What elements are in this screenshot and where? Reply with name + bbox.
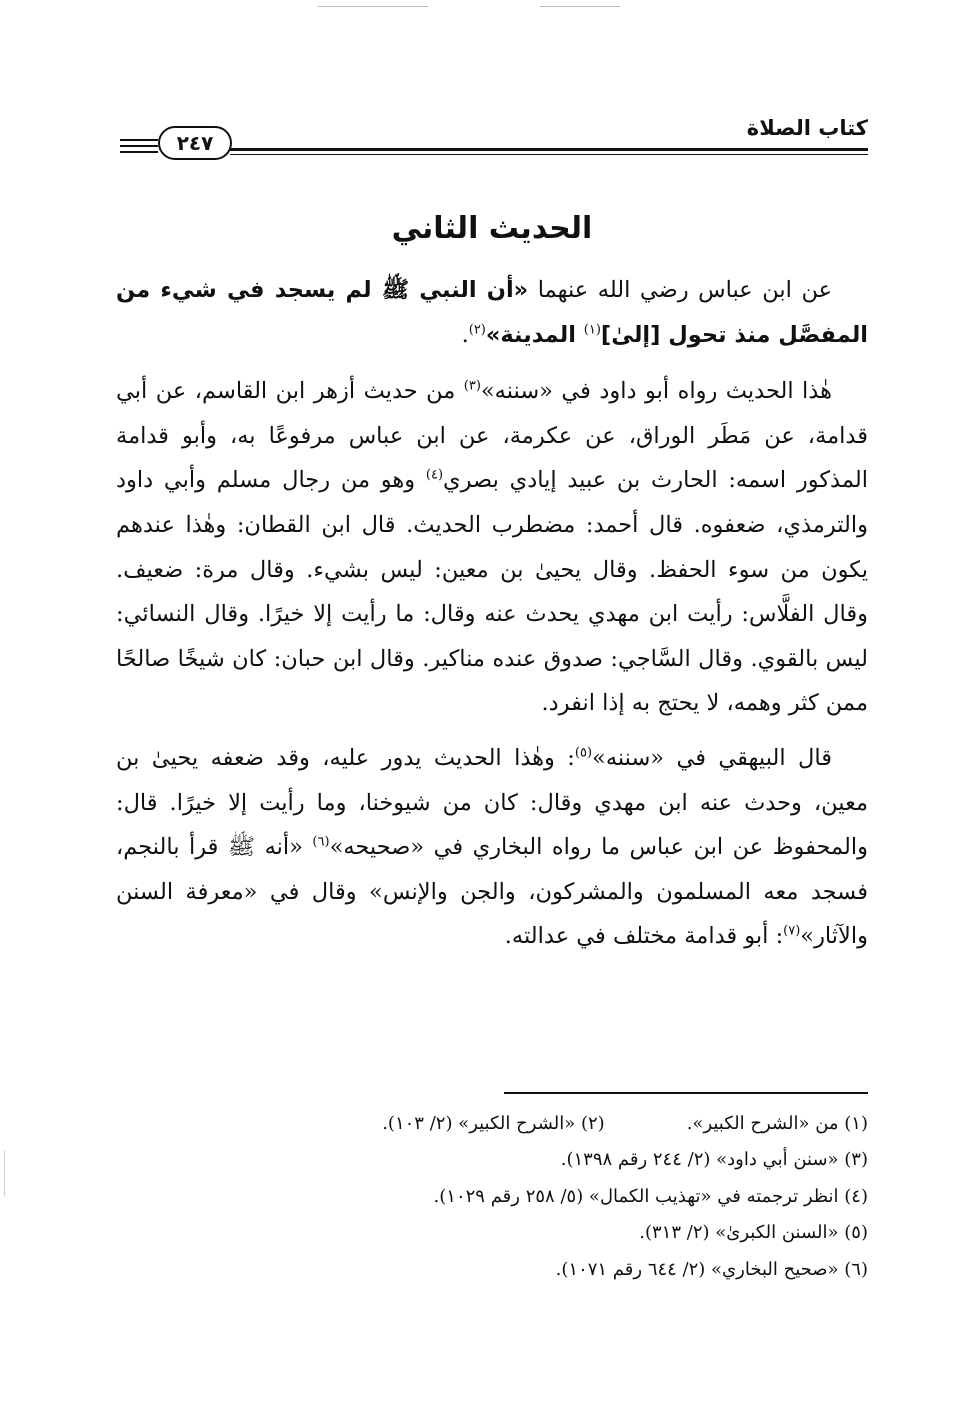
text-run: عن ابن عباس رضي الله عنهما: [528, 277, 832, 303]
footnote-ref: (٧): [783, 923, 801, 939]
footnote-separator: [504, 1092, 868, 1094]
footnote: (٢) «الشرح الكبير» (٢/ ١٠٣).: [382, 1113, 605, 1134]
header-rule: [230, 154, 868, 155]
header-rule: [120, 139, 158, 141]
text-run: وهو من رجال مسلم وأبي داود والترمذي، ضعفوه. قال أحمد: مضطرب الحديث. قال ابن القطان: وهٰذا عندهم يكون من سوء الحفظ. وقال يحيىٰ بن معين: ليس بشيء. وقال مرة: ضعيف. وقال الفلَّاس: رأيت ابن مهدي يحدث عنه وقال: ما رأيت إلا خيرًا. وقال النسائي: ليس بالقوي. وقال السَّاجي: صدوق عنده مناكير. وقال ابن حبان: كان شيخًا صالحًا ممن كثر وهمه، لا يحتج به إذا انفرد.: [116, 467, 868, 717]
footnote-ref: (٥): [574, 745, 593, 761]
footnote: (٤) انظر ترجمته في «تهذيب الكمال» (٥/ ٢٥٨ رقم ١٠٢٩).: [433, 1185, 868, 1207]
header-rule: [120, 145, 158, 147]
text-run: هٰذا الحديث رواه أبو داود في «سننه»: [480, 378, 832, 405]
footnote-row: [116, 1142, 868, 1178]
header-rule: [120, 151, 158, 153]
footnote-row: [116, 1106, 868, 1142]
hadith-quote: «أن النبي ﷺ لم يسجد في شيء من المفصَّل منذ تحول [إلىٰ]: [116, 277, 868, 348]
text-run: : وهٰذا الحديث يدور عليه، وقد ضعفه يحيىٰ بن معين، وحدث عنه ابن مهدي وقال: كان من شيوخنا، وما رأيت إلا خيرًا. قال: والمحفوظ عن ابن عباس ما رواه البخاري في «صحيحه»: [116, 744, 868, 861]
footnote-row: [116, 1252, 868, 1288]
footnotes: [116, 1106, 868, 1288]
footnote-ref: (٦): [312, 834, 330, 850]
footnote: (٥) «السنن الكبرىٰ» (٢/ ٣١٣).: [639, 1222, 868, 1244]
page-header: [120, 112, 868, 164]
footnote: (٦) «صحيح البخاري» (٢/ ٦٤٤ رقم ١٠٧١).: [555, 1258, 868, 1280]
main-text: [116, 196, 868, 959]
section-title: الحديث الثاني: [391, 211, 593, 246]
scan-mark: [540, 6, 620, 7]
scan-mark: [4, 1150, 5, 1196]
footnote: (٣) «سنن أبي داود» (٢/ ٢٤٤ رقم ١٣٩٨).: [560, 1149, 868, 1171]
hadith-quote: المدينة»: [485, 321, 584, 348]
footnote-ref: (١): [583, 322, 601, 338]
text-run: من حديث أزهر ابن القاسم، عن أبي قدامة، عن مَطَر الوراق، عن عكرمة، عن ابن عباس مرفوعًا به، وأبو قدامة المذكور اسمه: الحارث بن عبيد إيادي بصري: [116, 378, 868, 494]
text-run: قال البيهقي في «سننه»: [592, 744, 832, 771]
running-title: كتاب الصلاة: [746, 116, 868, 140]
footnote-ref: (٢): [468, 322, 486, 338]
footnote-ref: (٤): [425, 467, 444, 483]
footnote: (١) من «الشرح الكبير».: [686, 1113, 868, 1134]
hadith-text: [116, 268, 868, 357]
header-rule: [230, 148, 868, 151]
text-run: : أبو قدامة مختلف في عدالته.: [504, 923, 784, 950]
footnote-row: [116, 1215, 868, 1251]
footnote-ref: (٣): [463, 378, 481, 394]
footnote-row: [116, 1179, 868, 1215]
commentary-paragraph: [116, 736, 868, 959]
text-run: «أنه ﷺ قرأ بالنجم، فسجد معه المسلمون والمشركون، والجن والإنس» وقال في «معرفة السنن والآثار»: [116, 834, 868, 950]
text-run: .: [461, 321, 469, 348]
commentary-paragraph: [116, 369, 868, 726]
scan-mark: [318, 6, 428, 7]
page-number: ٢٤٧: [158, 126, 232, 160]
